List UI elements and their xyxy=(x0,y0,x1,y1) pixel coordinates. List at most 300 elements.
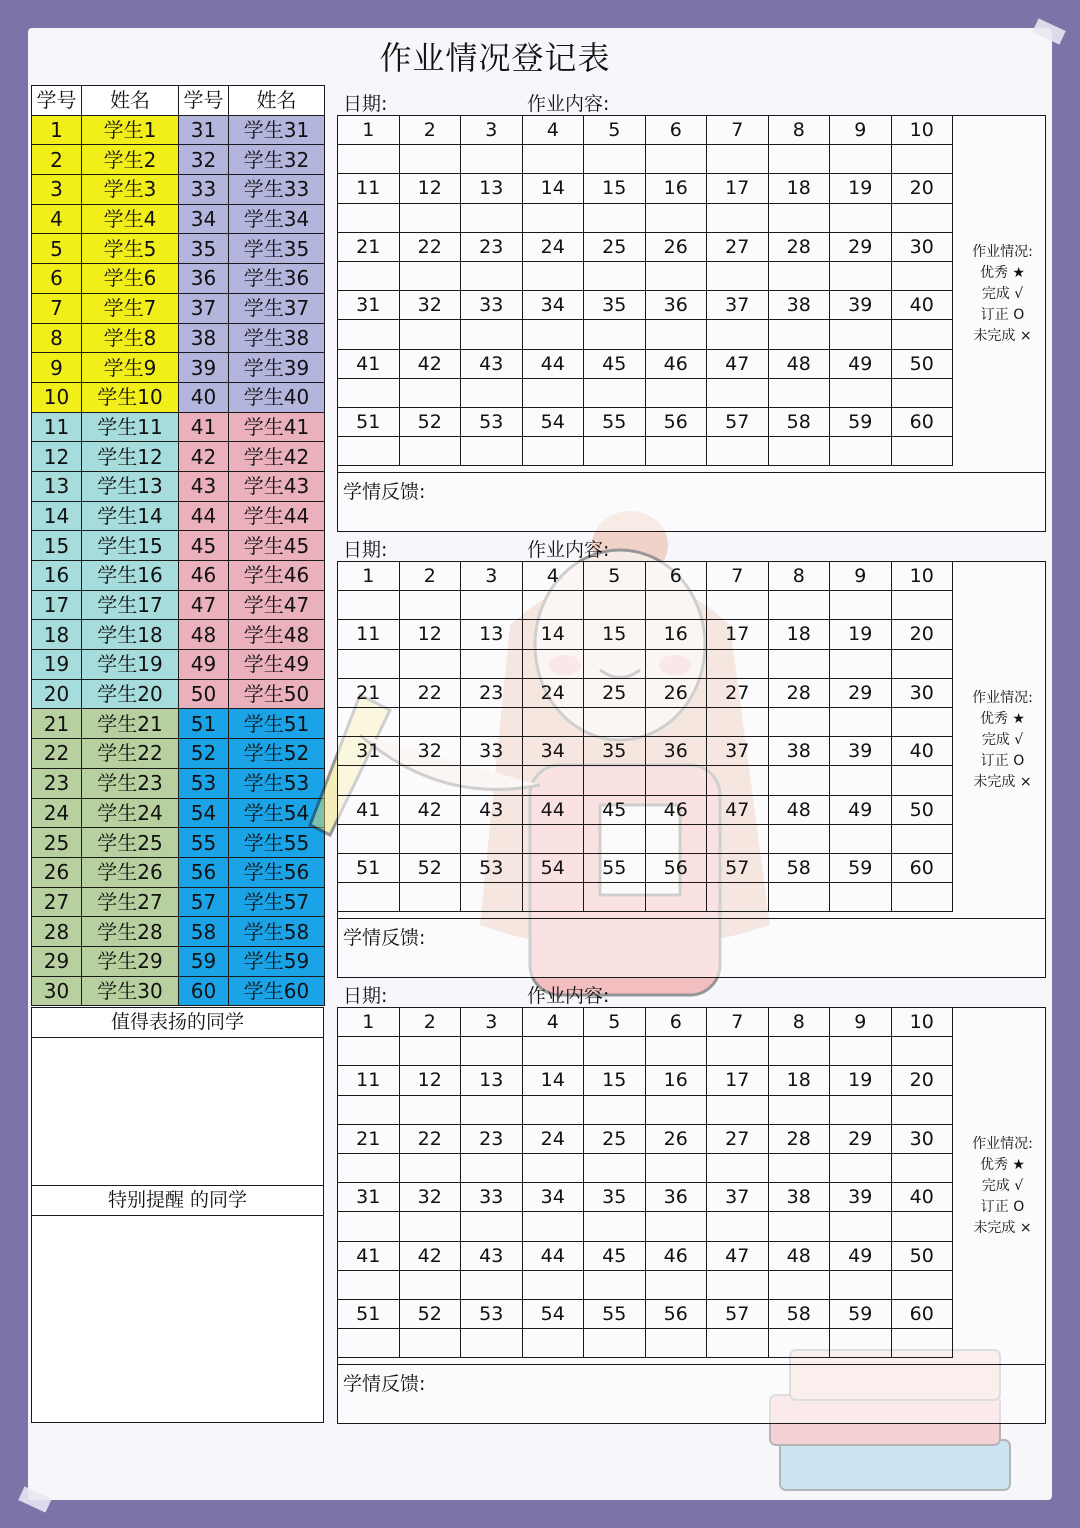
mark-cell[interactable] xyxy=(522,145,584,174)
mark-cell[interactable] xyxy=(522,437,584,466)
legend-item: 作业情况: xyxy=(972,1135,1033,1152)
mark-cell[interactable] xyxy=(891,320,953,349)
header-number: 学号 xyxy=(179,86,229,116)
mark-cell[interactable] xyxy=(399,1037,461,1066)
student-number-cell: 19 xyxy=(830,174,892,203)
mark-cell[interactable] xyxy=(522,1037,584,1066)
mark-cell[interactable] xyxy=(891,766,953,795)
mark-cell[interactable] xyxy=(584,591,646,620)
table-row xyxy=(32,382,325,412)
mark-cell[interactable] xyxy=(645,378,707,407)
mark-cell[interactable] xyxy=(584,203,646,232)
mark-cell[interactable] xyxy=(768,261,830,290)
mark-cell[interactable] xyxy=(891,145,953,174)
mark-cell[interactable] xyxy=(338,145,400,174)
mark-cell[interactable] xyxy=(522,1270,584,1299)
mark-cell[interactable] xyxy=(707,649,769,678)
feedback-area[interactable] xyxy=(338,918,1045,977)
student-number-cell: 12 xyxy=(399,1066,461,1095)
student-number-cell: 54 xyxy=(522,853,584,882)
mark-cell[interactable] xyxy=(461,1095,523,1124)
mark-cell[interactable] xyxy=(707,1037,769,1066)
mark-cell[interactable] xyxy=(338,1095,400,1124)
feedback-area[interactable] xyxy=(338,472,1045,531)
tape-icon xyxy=(18,1486,52,1512)
mark-cell[interactable] xyxy=(399,145,461,174)
student-name-cell: 学生4 xyxy=(82,204,179,234)
mark-cell[interactable] xyxy=(830,378,892,407)
mark-cell[interactable] xyxy=(584,649,646,678)
student-number-cell: 1 xyxy=(338,1008,400,1037)
mark-cell[interactable] xyxy=(338,320,400,349)
mark-cell[interactable] xyxy=(522,591,584,620)
mark-cell[interactable] xyxy=(399,1212,461,1241)
mark-cell[interactable] xyxy=(461,766,523,795)
mark-cell[interactable] xyxy=(645,1153,707,1182)
table-row xyxy=(338,232,953,261)
mark-cell[interactable] xyxy=(768,591,830,620)
student-number-cell: 11 xyxy=(338,1066,400,1095)
mark-cell[interactable] xyxy=(768,1153,830,1182)
student-number-cell: 48 xyxy=(768,795,830,824)
student-number-cell: 27 xyxy=(707,678,769,707)
mark-cell[interactable] xyxy=(768,824,830,853)
mark-cell[interactable] xyxy=(707,1095,769,1124)
mark-cell[interactable] xyxy=(768,1270,830,1299)
student-number-cell: 18 xyxy=(32,620,82,650)
mark-cell[interactable] xyxy=(645,1037,707,1066)
mark-cell[interactable] xyxy=(461,145,523,174)
mark-cell[interactable] xyxy=(645,203,707,232)
mark-cell[interactable] xyxy=(399,591,461,620)
student-number-cell: 55 xyxy=(584,853,646,882)
mark-cell[interactable] xyxy=(830,591,892,620)
mark-cell[interactable] xyxy=(645,437,707,466)
mark-cell[interactable] xyxy=(707,320,769,349)
student-number-cell: 38 xyxy=(768,1183,830,1212)
mark-cell[interactable] xyxy=(522,378,584,407)
student-number-cell: 57 xyxy=(707,853,769,882)
student-number-cell: 45 xyxy=(584,1241,646,1270)
mark-cell[interactable] xyxy=(584,145,646,174)
mark-cell[interactable] xyxy=(645,591,707,620)
mark-cell[interactable] xyxy=(891,1270,953,1299)
mark-cell[interactable] xyxy=(707,1270,769,1299)
mark-cell[interactable] xyxy=(338,378,400,407)
student-number-cell: 14 xyxy=(522,174,584,203)
student-number-cell: 49 xyxy=(830,795,892,824)
mark-cell[interactable] xyxy=(584,883,646,912)
mark-cell[interactable] xyxy=(830,320,892,349)
student-number-cell: 37 xyxy=(179,293,229,323)
mark-cell[interactable] xyxy=(584,378,646,407)
mark-cell[interactable] xyxy=(338,591,400,620)
legend-item: 作业情况: xyxy=(972,689,1033,706)
mark-cell[interactable] xyxy=(830,1212,892,1241)
mark-cell[interactable] xyxy=(645,649,707,678)
homework-grid xyxy=(337,561,953,912)
student-number-cell: 43 xyxy=(461,349,523,378)
mark-cell[interactable] xyxy=(768,1037,830,1066)
mark-cell[interactable] xyxy=(584,824,646,853)
student-number-cell: 18 xyxy=(768,174,830,203)
student-number-cell: 22 xyxy=(399,1124,461,1153)
mark-cell[interactable] xyxy=(461,261,523,290)
student-number-cell: 2 xyxy=(399,1008,461,1037)
student-number-cell: 19 xyxy=(32,650,82,680)
mark-cell[interactable] xyxy=(768,707,830,736)
student-number-cell: 3 xyxy=(32,175,82,205)
student-number-cell: 59 xyxy=(830,407,892,436)
student-number-cell: 13 xyxy=(32,471,82,501)
mark-cell[interactable] xyxy=(891,203,953,232)
mark-cell[interactable] xyxy=(399,707,461,736)
student-number-cell: 23 xyxy=(32,768,82,798)
mark-cell[interactable] xyxy=(830,766,892,795)
mark-cell[interactable] xyxy=(338,766,400,795)
mark-cell[interactable] xyxy=(707,883,769,912)
mark-cell[interactable] xyxy=(830,1095,892,1124)
student-number-cell: 32 xyxy=(399,1183,461,1212)
mark-cell[interactable] xyxy=(707,437,769,466)
student-number-cell: 6 xyxy=(32,264,82,294)
mark-cell[interactable] xyxy=(461,1153,523,1182)
table-row xyxy=(32,145,325,175)
mark-cell[interactable] xyxy=(830,707,892,736)
mark-cell[interactable] xyxy=(584,1212,646,1241)
student-name-cell: 学生42 xyxy=(229,442,325,472)
legend-item: 未完成 × xyxy=(973,327,1032,344)
mark-cell[interactable] xyxy=(891,1095,953,1124)
mark-cell[interactable] xyxy=(891,1153,953,1182)
mark-cell[interactable] xyxy=(891,1037,953,1066)
mark-cell[interactable] xyxy=(399,261,461,290)
student-number-cell: 20 xyxy=(891,620,953,649)
mark-cell[interactable] xyxy=(522,261,584,290)
mark-cell[interactable] xyxy=(522,707,584,736)
student-number-cell: 42 xyxy=(179,442,229,472)
content-label: 作业内容: xyxy=(527,93,610,115)
mark-cell[interactable] xyxy=(338,437,400,466)
mark-cell[interactable] xyxy=(768,649,830,678)
student-number-cell: 59 xyxy=(830,853,892,882)
mark-cell[interactable] xyxy=(461,1329,523,1358)
mark-cell[interactable] xyxy=(399,1270,461,1299)
mark-cell[interactable] xyxy=(891,261,953,290)
student-number-cell: 53 xyxy=(461,1299,523,1328)
student-number-cell: 25 xyxy=(584,678,646,707)
record-section-2 xyxy=(337,531,1046,978)
mark-cell[interactable] xyxy=(522,766,584,795)
mark-cell[interactable] xyxy=(461,378,523,407)
mark-cell[interactable] xyxy=(891,378,953,407)
mark-cell[interactable] xyxy=(584,707,646,736)
student-name-cell: 学生2 xyxy=(82,145,179,175)
student-number-cell: 5 xyxy=(32,234,82,264)
student-number-cell: 35 xyxy=(179,234,229,264)
table-row xyxy=(338,1124,953,1153)
mark-cell[interactable] xyxy=(768,1329,830,1358)
mark-cell[interactable] xyxy=(338,1153,400,1182)
mark-cell[interactable] xyxy=(584,1270,646,1299)
mark-cell[interactable] xyxy=(522,1329,584,1358)
remind-heading: 特别提醒 的同学 xyxy=(32,1186,323,1216)
mark-cell[interactable] xyxy=(338,1037,400,1066)
student-number-cell: 35 xyxy=(584,291,646,320)
legend-item: 优秀 ★ xyxy=(979,1156,1025,1173)
student-number-cell: 39 xyxy=(179,353,229,383)
mark-cell[interactable] xyxy=(522,203,584,232)
student-number-cell: 52 xyxy=(179,739,229,769)
student-name-cell: 学生1 xyxy=(82,115,179,145)
table-row xyxy=(32,946,325,976)
mark-cell[interactable] xyxy=(338,261,400,290)
mark-cell[interactable] xyxy=(830,824,892,853)
student-name-cell: 学生53 xyxy=(229,768,325,798)
mark-cell[interactable] xyxy=(584,1037,646,1066)
student-number-cell: 6 xyxy=(645,562,707,591)
student-name-cell: 学生54 xyxy=(229,798,325,828)
homework-grid xyxy=(337,1007,953,1358)
mark-cell[interactable] xyxy=(399,1329,461,1358)
mark-cell[interactable] xyxy=(645,1329,707,1358)
mark-cell[interactable] xyxy=(707,261,769,290)
mark-cell[interactable] xyxy=(461,1212,523,1241)
mark-cell[interactable] xyxy=(707,145,769,174)
mark-cell[interactable] xyxy=(891,707,953,736)
mark-cell[interactable] xyxy=(399,824,461,853)
mark-cell[interactable] xyxy=(461,591,523,620)
mark-cell[interactable] xyxy=(891,1212,953,1241)
mark-cell[interactable] xyxy=(891,591,953,620)
student-number-cell: 50 xyxy=(179,679,229,709)
mark-cell[interactable] xyxy=(399,320,461,349)
mark-cell[interactable] xyxy=(645,1270,707,1299)
student-number-cell: 55 xyxy=(179,828,229,858)
mark-cell[interactable] xyxy=(338,1212,400,1241)
mark-cell[interactable] xyxy=(584,261,646,290)
mark-cell[interactable] xyxy=(645,707,707,736)
student-number-cell: 21 xyxy=(32,709,82,739)
student-number-cell: 10 xyxy=(891,116,953,145)
student-number-cell: 20 xyxy=(32,679,82,709)
student-number-cell: 39 xyxy=(830,1183,892,1212)
mark-cell[interactable] xyxy=(461,1270,523,1299)
mark-cell[interactable] xyxy=(522,649,584,678)
table-row xyxy=(32,917,325,947)
mark-cell[interactable] xyxy=(707,766,769,795)
mark-cell[interactable] xyxy=(768,437,830,466)
mark-cell[interactable] xyxy=(399,1095,461,1124)
student-name-cell: 学生45 xyxy=(229,531,325,561)
mark-cell[interactable] xyxy=(768,1095,830,1124)
mark-cell[interactable] xyxy=(338,883,400,912)
mark-cell[interactable] xyxy=(768,203,830,232)
mark-cell[interactable] xyxy=(707,1212,769,1241)
student-number-cell: 15 xyxy=(584,1066,646,1095)
mark-cell[interactable] xyxy=(707,707,769,736)
student-name-cell: 学生47 xyxy=(229,590,325,620)
student-number-cell: 56 xyxy=(179,857,229,887)
mark-cell[interactable] xyxy=(522,1153,584,1182)
mark-cell[interactable] xyxy=(768,766,830,795)
mark-cell[interactable] xyxy=(338,203,400,232)
student-name-cell: 学生19 xyxy=(82,650,179,680)
mark-cell[interactable] xyxy=(522,1095,584,1124)
mark-cell[interactable] xyxy=(399,437,461,466)
student-name-cell: 学生28 xyxy=(82,917,179,947)
mark-cell[interactable] xyxy=(584,766,646,795)
praise-box xyxy=(31,1007,324,1187)
mark-cell[interactable] xyxy=(645,1095,707,1124)
student-number-cell: 19 xyxy=(830,1066,892,1095)
student-number-cell: 9 xyxy=(830,562,892,591)
mark-cell[interactable] xyxy=(768,1212,830,1241)
mark-cell[interactable] xyxy=(891,649,953,678)
mark-cell[interactable] xyxy=(768,320,830,349)
mark-cell[interactable] xyxy=(522,320,584,349)
mark-cell[interactable] xyxy=(707,1153,769,1182)
mark-cell[interactable] xyxy=(338,649,400,678)
student-name-cell: 学生57 xyxy=(229,887,325,917)
mark-cell[interactable] xyxy=(891,1329,953,1358)
student-number-cell: 13 xyxy=(461,620,523,649)
mark-cell[interactable] xyxy=(461,883,523,912)
table-row xyxy=(338,1066,953,1095)
mark-cell[interactable] xyxy=(645,320,707,349)
mark-cell[interactable] xyxy=(830,1153,892,1182)
table-row xyxy=(32,561,325,591)
mark-cell[interactable] xyxy=(830,1329,892,1358)
mark-cell[interactable] xyxy=(399,1153,461,1182)
mark-cell[interactable] xyxy=(584,320,646,349)
mark-cell[interactable] xyxy=(830,883,892,912)
mark-cell[interactable] xyxy=(399,649,461,678)
feedback-area[interactable] xyxy=(338,1364,1045,1423)
mark-cell[interactable] xyxy=(830,203,892,232)
student-number-cell: 45 xyxy=(584,349,646,378)
student-number-cell: 42 xyxy=(399,1241,461,1270)
mark-cell[interactable] xyxy=(645,1212,707,1241)
mark-cell[interactable] xyxy=(461,649,523,678)
student-number-cell: 22 xyxy=(399,678,461,707)
mark-cell[interactable] xyxy=(830,145,892,174)
mark-cell[interactable] xyxy=(707,378,769,407)
student-name-cell: 学生43 xyxy=(229,471,325,501)
mark-cell[interactable] xyxy=(399,883,461,912)
mark-cell[interactable] xyxy=(584,437,646,466)
mark-cell[interactable] xyxy=(768,378,830,407)
mark-cell[interactable] xyxy=(645,145,707,174)
student-number-cell: 46 xyxy=(645,349,707,378)
header-name: 姓名 xyxy=(82,86,179,116)
mark-cell[interactable] xyxy=(461,1037,523,1066)
homework-grid xyxy=(337,115,953,466)
student-number-cell: 8 xyxy=(768,562,830,591)
mark-cell[interactable] xyxy=(891,824,953,853)
mark-cell[interactable] xyxy=(584,1329,646,1358)
mark-cell[interactable] xyxy=(522,883,584,912)
mark-cell[interactable] xyxy=(584,1153,646,1182)
homework-record-box xyxy=(337,1007,1046,1424)
mark-cell[interactable] xyxy=(584,1095,646,1124)
mark-cell[interactable] xyxy=(830,437,892,466)
mark-cell[interactable] xyxy=(891,437,953,466)
student-number-cell: 9 xyxy=(32,353,82,383)
mark-cell[interactable] xyxy=(338,1329,400,1358)
mark-cell[interactable] xyxy=(399,378,461,407)
student-number-cell: 42 xyxy=(399,349,461,378)
student-number-cell: 49 xyxy=(830,349,892,378)
mark-cell[interactable] xyxy=(830,1270,892,1299)
mark-cell[interactable] xyxy=(645,883,707,912)
student-number-cell: 52 xyxy=(399,1299,461,1328)
student-number-cell: 41 xyxy=(338,1241,400,1270)
table-row xyxy=(32,471,325,501)
table-row xyxy=(338,116,953,145)
student-number-cell: 18 xyxy=(768,1066,830,1095)
mark-cell[interactable] xyxy=(522,824,584,853)
student-number-cell: 26 xyxy=(32,857,82,887)
mark-cell[interactable] xyxy=(645,766,707,795)
mark-cell[interactable] xyxy=(461,437,523,466)
mark-cell[interactable] xyxy=(645,824,707,853)
student-number-cell: 5 xyxy=(584,116,646,145)
mark-cell[interactable] xyxy=(768,145,830,174)
mark-cell[interactable] xyxy=(461,824,523,853)
student-number-cell: 38 xyxy=(768,737,830,766)
student-name-cell: 学生6 xyxy=(82,264,179,294)
student-number-cell: 21 xyxy=(338,1124,400,1153)
student-number-cell: 48 xyxy=(768,1241,830,1270)
table-row xyxy=(32,650,325,680)
mark-cell[interactable] xyxy=(830,649,892,678)
mark-cell[interactable] xyxy=(461,203,523,232)
mark-cell[interactable] xyxy=(707,824,769,853)
legend-item: 未完成 × xyxy=(973,773,1032,790)
date-label: 日期: xyxy=(343,539,388,561)
student-number-cell: 15 xyxy=(584,620,646,649)
date-label: 日期: xyxy=(343,93,388,115)
mark-cell[interactable] xyxy=(891,883,953,912)
mark-cell[interactable] xyxy=(399,203,461,232)
mark-cell[interactable] xyxy=(338,707,400,736)
mark-cell[interactable] xyxy=(707,1329,769,1358)
student-number-cell: 15 xyxy=(32,531,82,561)
mark-cell[interactable] xyxy=(830,261,892,290)
mark-cell[interactable] xyxy=(338,1270,400,1299)
mark-cell[interactable] xyxy=(522,1212,584,1241)
section-meta xyxy=(337,977,1046,1007)
student-number-cell: 56 xyxy=(645,853,707,882)
student-number-cell: 19 xyxy=(830,620,892,649)
mark-cell[interactable] xyxy=(645,261,707,290)
mark-cell[interactable] xyxy=(338,824,400,853)
mark-cell[interactable] xyxy=(707,203,769,232)
student-name-cell: 学生27 xyxy=(82,887,179,917)
student-number-cell: 42 xyxy=(399,795,461,824)
mark-cell[interactable] xyxy=(399,766,461,795)
mark-cell[interactable] xyxy=(461,707,523,736)
student-number-cell: 54 xyxy=(179,798,229,828)
student-number-cell: 46 xyxy=(179,561,229,591)
mark-cell[interactable] xyxy=(830,1037,892,1066)
student-number-cell: 33 xyxy=(179,175,229,205)
mark-cell[interactable] xyxy=(768,883,830,912)
mark-cell[interactable] xyxy=(707,591,769,620)
student-name-cell: 学生22 xyxy=(82,739,179,769)
mark-cell[interactable] xyxy=(461,320,523,349)
